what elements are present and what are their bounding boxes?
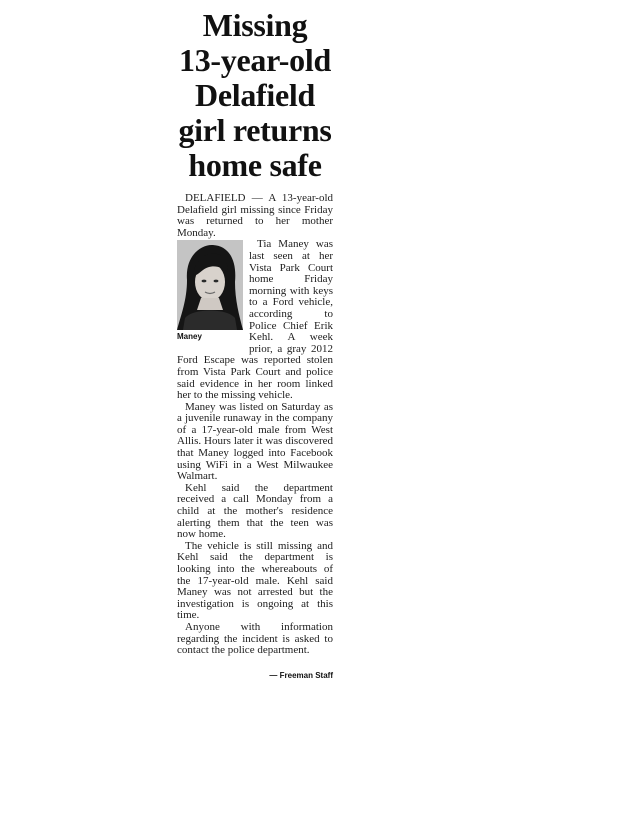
headline-line: Delafield: [195, 77, 315, 113]
paragraph: Tia Maney was last seen at her Vista Park Court home Friday morning with keys to a Ford vehicle, according to Police Chief Erik Kehl. A week prior, a gray 2012 Ford Escape was reported stolen from Vista Park Court and police said evidence in her room linked her to the missing vehicle.: [177, 238, 333, 402]
paragraph: DELAFIELD — A 13-year-old Delafield girl missing since Friday was returned to her mother Monday.: [177, 192, 333, 239]
paragraph: Kehl said the department received a call Monday from a child at the mother's residence alerting them that the teen was now home.: [177, 481, 333, 541]
headline-line: 13-year-old: [179, 42, 331, 78]
headline: [177, 8, 333, 183]
headline-line: Missing: [202, 7, 308, 43]
byline: — Freeman Staff: [269, 670, 333, 680]
photo-caption: Maney: [177, 332, 202, 342]
paragraph: Anyone with information regarding the incident is asked to contact the police department.: [177, 620, 333, 657]
news-article: [177, 8, 333, 680]
portrait-photo: [177, 240, 243, 330]
photo-block: [177, 240, 243, 342]
article-body: [177, 193, 333, 657]
portrait-image: [177, 240, 243, 330]
paragraph: The vehicle is still missing and Kehl said the department is looking into the whereabouts of the 17-year-old male. Kehl said Maney was not arrested but the investigation is ongoing at this time.: [177, 539, 333, 622]
headline-line: girl returns: [178, 112, 332, 148]
paragraph: Maney was listed on Saturday as a juvenile runaway in the company of a 17-year-old male from West Allis. Hours later it was discovered that Maney logged into Facebook using WiFi in a West Milwaukee Walmart.: [177, 400, 333, 483]
headline-line: home safe: [188, 147, 322, 183]
